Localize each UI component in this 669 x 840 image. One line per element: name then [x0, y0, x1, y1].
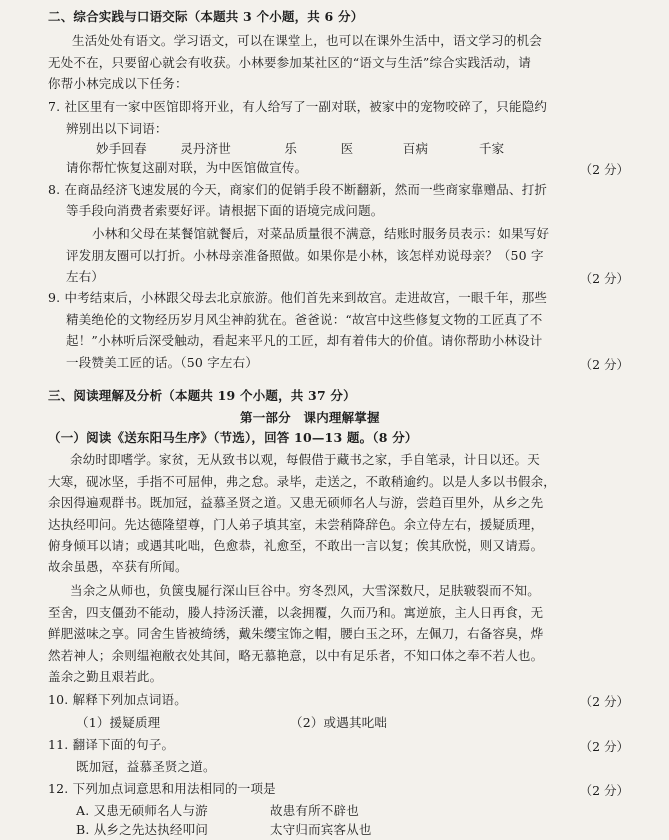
passage-line: 余幼时即嗜学。家贫，无从致书以观，每假借于藏书之家，手自笔录，计日以还。天: [70, 452, 540, 467]
passage-line: 然若神人；余则缊袍敝衣处其间，略无慕艳意，以中有足乐者，不知口体之奉不若人也。: [48, 648, 544, 663]
passage-line: 鲜肥滋味之享。同舍生皆被绮绣，戴朱缨宝饰之帽，腰白玉之环，左佩刀，右备容臭，烨: [48, 626, 544, 641]
q10-item-1: （1）援疑质理: [76, 715, 161, 730]
q12-option-a-compare: 故患有所不辟也: [270, 803, 359, 818]
q11-score: （2 分）: [579, 739, 629, 754]
section3-title: 三、阅读理解及分析（本题共 19 个小题，共 37 分）: [48, 388, 356, 403]
q7-score: （2 分）: [579, 162, 629, 177]
part1-heading: 第一部分 课内理解掌握: [240, 410, 380, 425]
q11-sentence: 既加冠，益慕圣贤之道。: [76, 759, 216, 774]
q7-line-2: 辨别出以下词语：: [66, 121, 168, 136]
intro-line-1: 生活处处有语文。学习语文，可以在课堂上，也可以在课外生活中，语文学习的机会: [72, 33, 542, 48]
passage-line: 当余之从师也，负箧曳屣行深山巨谷中。穷冬烈风，大雪深数尺，足肤皲裂而不知。: [70, 583, 540, 598]
q12-prompt: 12. 下列加点词意思和用法相同的一项是: [48, 781, 276, 796]
q9-line-1: 9. 中考结束后，小林跟父母去北京旅游。他们首先来到故宫。走进故宫，一眼千年，那些: [48, 290, 548, 305]
q8-line-5: 左右）: [66, 269, 105, 284]
passage-line: 至舍，四支僵劲不能动，媵人持汤沃灌，以衾拥覆，久而乃和。寓逆旅，主人日再食，无: [48, 605, 544, 620]
q12-option-b-compare: 太守归而宾客从也: [270, 822, 372, 837]
q9-line-2: 精美绝伦的文物经历岁月风尘神韵犹在。爸爸说：“故宫中这些修复文物的工匠真了不: [66, 312, 543, 327]
passage-heading: （一）阅读《送东阳马生序》（节选），回答 10—13 题。（8 分）: [48, 430, 418, 445]
q8-line-1: 8. 在商品经济飞速发展的今天，商家们的促销手段不断翻新，然而一些商家靠赠品、打折: [48, 182, 548, 197]
q7-word: 医: [340, 141, 354, 156]
passage-line: 达执经叩问。先达德隆望尊，门人弟子填其室，未尝稍降辞色。余立侍左右，援疑质理，: [48, 517, 544, 532]
passage-line: 盖余之勤且艰若此。: [48, 669, 163, 684]
intro-line-3: 你帮小林完成以下任务：: [48, 76, 188, 91]
section2-title: 二、综合实践与口语交际（本题共 3 个小题，共 6 分）: [48, 9, 364, 24]
q8-line-4: 评发朋友圈可以打折。小林母亲准备照做。如果你是小林，该怎样劝说母亲？（50 字: [66, 248, 544, 263]
q9-line-3: 起！”小林听后深受触动，看起来平凡的工匠，却有着伟大的价值。请你帮助小林设计: [66, 333, 543, 348]
q7-word: 千家: [478, 141, 505, 156]
q7-word: 妙手回春: [96, 141, 147, 156]
q7-word: 灵丹济世: [180, 141, 231, 156]
q10-prompt: 10. 解释下列加点词语。: [48, 692, 187, 707]
q7-word: 百病: [402, 141, 429, 156]
q12-option-a: A. 又患无硕师名人与游: [76, 803, 208, 818]
q12-option-b: B. 从乡之先达执经叩问: [76, 822, 209, 837]
q12-score: （2 分）: [579, 783, 629, 798]
passage-line: 大寒，砚冰坚，手指不可屈伸，弗之怠。录毕，走送之，不敢稍逾约。以是人多以书假余，: [48, 474, 557, 489]
intro-line-2: 无处不在，只要留心就会有收获。小林要参加某社区的“语文与生活”综合实践活动，请: [48, 55, 532, 70]
passage-line: 故余虽愚，卒获有所闻。: [48, 559, 188, 574]
passage-line: 俯身倾耳以请；或遇其叱咄，色愈恭，礼愈至，不敢出一言以复；俟其欣悦，则又请焉。: [48, 538, 544, 553]
q7-line-3: 请你帮忙恢复这副对联，为中医馆做宣传。: [66, 160, 308, 175]
q9-score: （2 分）: [579, 357, 629, 372]
q8-line-2: 等手段向消费者索要好评。请根据下面的语境完成问题。: [66, 203, 384, 218]
q9-line-4: 一段赞美工匠的话。（50 字左右）: [66, 355, 259, 370]
q10-item-2: （2）或遇其叱咄: [290, 715, 388, 730]
q7-word: 乐: [284, 141, 298, 156]
q11-prompt: 11. 翻译下面的句子。: [48, 737, 175, 752]
q8-score: （2 分）: [579, 271, 629, 286]
q7-word-list: [96, 141, 504, 156]
q8-line-3: 小林和父母在某餐馆就餐后，对菜品质量很不满意，结账时服务员表示：如果写好: [92, 226, 550, 241]
q7-line-1: 7. 社区里有一家中医馆即将开业，有人给写了一副对联，被家中的宠物咬碎了，只能隐约: [48, 99, 548, 114]
passage-line: 余因得遍观群书。既加冠，益慕圣贤之道。又患无硕师名人与游，尝趋百里外，从乡之先: [48, 495, 544, 510]
q10-score: （2 分）: [579, 694, 629, 709]
